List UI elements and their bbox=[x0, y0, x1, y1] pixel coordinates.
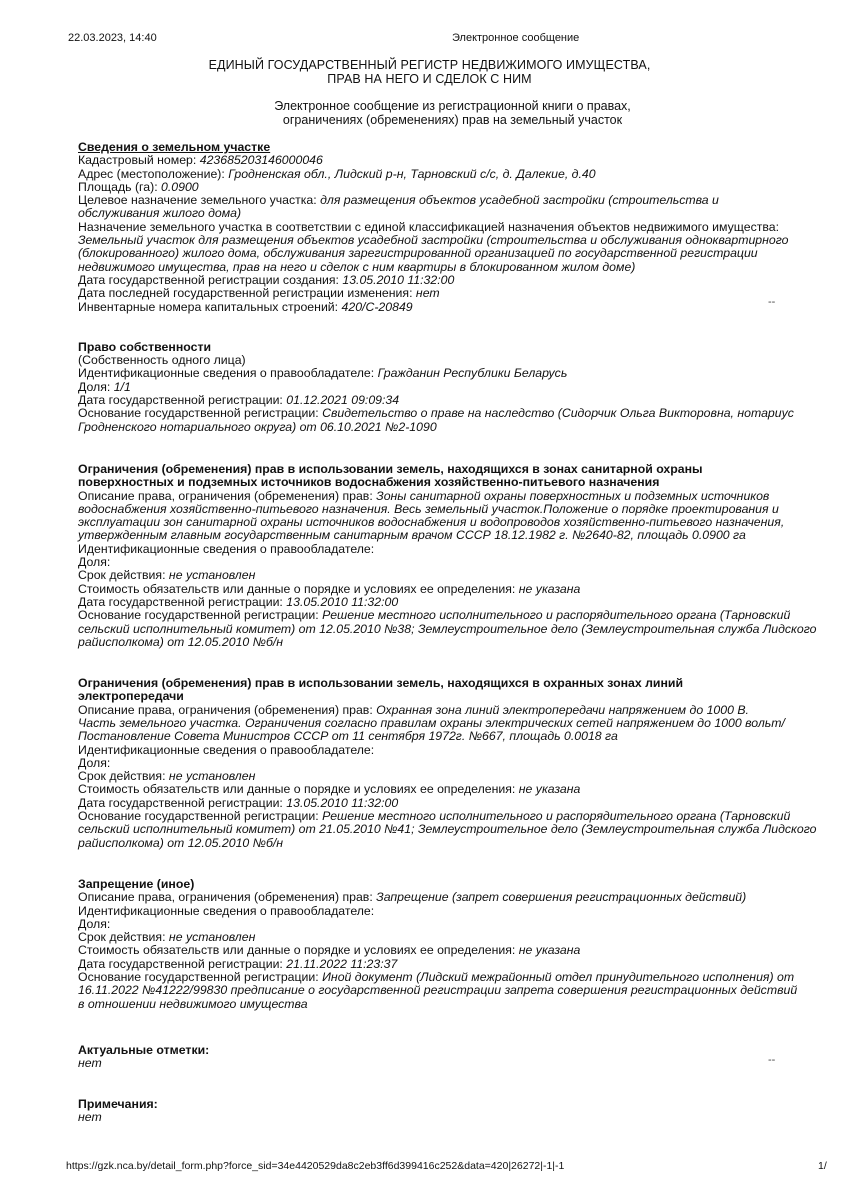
purpose-value: для размещения объектов усадебной застройки (строительства и bbox=[320, 193, 719, 208]
print-title: Электронное сообщение bbox=[452, 32, 580, 44]
field-label: Идентификационные сведения о правообладателе: bbox=[78, 366, 378, 381]
field-label: Описание права, ограничения (обременения) прав: bbox=[78, 890, 377, 905]
holder-label: Идентификационные сведения о правообладателе: bbox=[78, 541, 375, 556]
basis-value-cont: 16.11.2022 №41222/99830 предписание о государственной регистрации запрета совершения регистрационных действий bbox=[78, 983, 798, 998]
date-value: 13.05.2010 11:32:00 bbox=[286, 594, 399, 609]
field-label: Основание государственной регистрации: bbox=[78, 406, 323, 421]
purpose-row bbox=[78, 194, 830, 207]
date-value: 01.12.2021 09:09:34 bbox=[286, 393, 400, 408]
cost-value: не указана bbox=[518, 782, 581, 797]
document-title bbox=[0, 58, 859, 86]
date-row bbox=[78, 596, 830, 609]
field-label: Дата государственной регистрации: bbox=[78, 594, 287, 609]
desc-value: Запрещение (запрет совершения регистрационных действий) bbox=[376, 890, 747, 905]
notes-section bbox=[78, 1098, 830, 1125]
share-value: 1/1 bbox=[113, 379, 131, 394]
cost-value: не указана bbox=[518, 943, 581, 958]
notes-value: нет bbox=[78, 1109, 102, 1124]
share-row bbox=[78, 381, 830, 394]
desc-value: Охранная зона линий электропередачи напряжением до 1000 В. bbox=[376, 702, 749, 717]
desc-row bbox=[78, 891, 830, 904]
class-value-cont: (блокированного) жилого дома, обслуживания зарегистрированной организацией по государственной регистрации bbox=[78, 246, 758, 261]
share-label: Доля: bbox=[78, 916, 111, 931]
field-label: Стоимость обязательств или данные о порядке и условиях ее определения: bbox=[78, 943, 519, 958]
holder-row bbox=[78, 367, 830, 380]
created-value: 13.05.2010 11:32:00 bbox=[342, 272, 455, 287]
basis-row bbox=[78, 407, 830, 420]
class-label: Назначение земельного участка в соответствии с единой классификацией назначения объектов недвижимого имущества: bbox=[78, 219, 780, 234]
term-value: не установлен bbox=[168, 568, 256, 583]
area-value: 0.0900 bbox=[161, 179, 199, 194]
class-value-cont: недвижимого имущества, прав на него и сделок с ним квартиры в блокированном жилом доме) bbox=[78, 259, 636, 274]
document-subtitle-line: Электронное сообщение из регистрационной книги о правах, bbox=[274, 99, 631, 113]
desc-row bbox=[78, 490, 830, 503]
term-row bbox=[78, 770, 830, 783]
inventory-row bbox=[78, 301, 830, 314]
inventory-value: 420/С-20849 bbox=[341, 299, 413, 314]
field-label: Адрес (местоположение): bbox=[78, 166, 229, 181]
field-label: Срок действия: bbox=[78, 568, 169, 583]
basis-value: Решение местного исполнительного и распорядительного органа (Тарновский bbox=[322, 608, 791, 623]
document-title-line: ПРАВ НА НЕГО И СДЕЛОК С НИМ bbox=[327, 72, 532, 86]
notes-heading: Примечания: bbox=[78, 1096, 158, 1111]
restriction-sanitary-section bbox=[78, 463, 830, 649]
print-date: 22.03.2023, 14:40 bbox=[68, 32, 157, 44]
field-label: Дата государственной регистрации: bbox=[78, 393, 287, 408]
desc-value-cont: водоснабжения хозяйственно-питьевого назначения. Весь земельный участок.Положение о порядке проектирования и bbox=[78, 501, 779, 516]
field-label: Дата последней государственной регистрации изменения: bbox=[78, 286, 416, 301]
prohibition-heading: Запрещение (иное) bbox=[78, 876, 195, 891]
field-label: Срок действия: bbox=[78, 930, 169, 945]
term-value: не установлен bbox=[168, 769, 256, 784]
basis-value-cont: Гродненского нотариального округа) от 06.10.2021 №2-1090 bbox=[78, 419, 437, 434]
page-number: 1/ bbox=[818, 1160, 827, 1172]
basis-value: Иной документ (Лидский межрайонный отдел принудительного исполнения) от bbox=[322, 970, 795, 985]
term-value: не установлен bbox=[168, 930, 256, 945]
ownership-heading: Право собственности bbox=[78, 339, 212, 354]
date-value: 13.05.2010 11:32:00 bbox=[286, 795, 399, 810]
date-row bbox=[78, 958, 830, 971]
area-row bbox=[78, 181, 830, 194]
basis-value-cont: сельский исполнительный комитет) от 21.05.2010 №41; Землеустроительное дело (Землеустроительная служба Лидского bbox=[78, 822, 817, 837]
land-section bbox=[78, 141, 830, 314]
class-value: Земельный участок для размещения объектов усадебной застройки (строительства и обслуживания одноквартирного bbox=[78, 233, 789, 248]
field-label: Основание государственной регистрации: bbox=[78, 809, 323, 824]
created-row bbox=[78, 274, 830, 287]
ownership-section bbox=[78, 341, 830, 434]
document-title-line: ЕДИНЫЙ ГОСУДАРСТВЕННЫЙ РЕГИСТР НЕДВИЖИМОГО ИМУЩЕСТВА, bbox=[208, 58, 651, 72]
basis-row bbox=[78, 971, 830, 984]
date-value: 21.11.2022 11:23:37 bbox=[286, 956, 398, 971]
term-row bbox=[78, 931, 830, 944]
field-label: Основание государственной регистрации: bbox=[78, 970, 323, 985]
basis-row bbox=[78, 810, 830, 823]
field-label: Целевое назначение земельного участка: bbox=[78, 193, 321, 208]
land-heading: Сведения о земельном участке bbox=[78, 140, 271, 154]
dash-mark: -- bbox=[768, 296, 776, 308]
field-label: Инвентарные номера капитальных строений: bbox=[78, 299, 342, 314]
marks-section bbox=[78, 1044, 830, 1071]
dash-mark: -- bbox=[768, 1054, 776, 1066]
ownership-kind: (Собственность одного лица) bbox=[78, 353, 246, 368]
restriction-heading: Ограничения (обременения) прав в использовании земель, находящихся в охранных зонах линий bbox=[78, 676, 684, 691]
document-body bbox=[78, 141, 830, 1124]
cost-row bbox=[78, 583, 830, 596]
cost-row bbox=[78, 944, 830, 957]
footer-url[interactable]: https://gzk.nca.by/detail_form.php?force_sid=34e4420529da8c2eb3ff6d399416c252&data=420|26272|-1|-1 bbox=[66, 1160, 565, 1172]
basis-value-cont: райисполкома) от 12.05.2010 №б/н bbox=[78, 835, 284, 850]
field-label: Срок действия: bbox=[78, 769, 169, 784]
share-label: Доля: bbox=[78, 555, 111, 570]
basis-value: Решение местного исполнительного и распорядительного органа (Тарновский bbox=[322, 809, 791, 824]
basis-value: Свидетельство о праве на наследство (Сидорчик Ольга Викторовна, нотариус bbox=[322, 406, 794, 421]
purpose-value-cont: обслуживания жилого дома) bbox=[78, 206, 242, 221]
restriction-heading: Ограничения (обременения) прав в использовании земель, находящихся в зонах санитарной охраны bbox=[78, 461, 703, 476]
field-label: Площадь (га): bbox=[78, 179, 162, 194]
date-row bbox=[78, 394, 830, 407]
field-label: Доля: bbox=[78, 379, 114, 394]
field-label: Описание права, ограничения (обременения) прав: bbox=[78, 488, 377, 503]
basis-value-cont: сельский исполнительный комитет) от 12.05.2010 №38; Землеустроительное дело (Землеустроительная служба Лидского bbox=[78, 621, 817, 636]
cost-row bbox=[78, 783, 830, 796]
document-subtitle bbox=[0, 99, 859, 127]
restriction-heading-cont: поверхностных и подземных источников водоснабжения хозяйственно-питьевого назначения bbox=[78, 475, 660, 490]
restriction-heading-cont: электропередачи bbox=[78, 689, 184, 704]
desc-row bbox=[78, 704, 830, 717]
desc-value-cont: Часть земельного участка. Ограничения согласно правилам охраны электрических сетей напряжением до 1000 вольт/ bbox=[78, 715, 785, 730]
basis-value-cont: в отношении недвижимого имущества bbox=[78, 996, 308, 1011]
basis-row bbox=[78, 609, 830, 622]
marks-value: нет bbox=[78, 1056, 102, 1071]
document-subtitle-line: ограничениях (обременениях) прав на земельный участок bbox=[282, 113, 623, 127]
changed-value: нет bbox=[415, 286, 440, 301]
field-label: Основание государственной регистрации: bbox=[78, 608, 323, 623]
desc-value-cont: Постановление Совета Министров СССР от 11 сентября 1972г. №667, площадь 0.0018 га bbox=[78, 729, 618, 744]
restriction-power-line-section bbox=[78, 677, 830, 850]
marks-heading: Актуальные отметки: bbox=[78, 1042, 210, 1057]
prohibition-section bbox=[78, 878, 830, 1011]
field-label: Дата государственной регистрации: bbox=[78, 795, 287, 810]
cadastral-row bbox=[78, 154, 830, 167]
cost-value: не указана bbox=[518, 581, 581, 596]
term-row bbox=[78, 569, 830, 582]
share-label: Доля: bbox=[78, 755, 111, 770]
holder-label: Идентификационные сведения о правообладателе: bbox=[78, 903, 375, 918]
address-row bbox=[78, 168, 830, 181]
address-value: Гродненская обл., Лидский р-н, Тарновский с/с, д. Далекие, д.40 bbox=[228, 166, 596, 181]
cadastral-value: 423685203146000046 bbox=[199, 153, 323, 168]
desc-value-cont: эксплуатации зон санитарной охраны источников водоснабжения и водопроводов хозяйственно-питьевого назначения, bbox=[78, 515, 785, 530]
field-label: Стоимость обязательств или данные о порядке и условиях ее определения: bbox=[78, 782, 519, 797]
desc-value: Зоны санитарной охраны поверхностных и подземных источников bbox=[376, 488, 770, 503]
desc-value-cont: утвержденным главным государственным санитарным врачом СССР 18.12.1982 г. №2640-82, площадь 0.0900 га bbox=[78, 528, 746, 543]
field-label: Дата государственной регистрации: bbox=[78, 956, 287, 971]
date-row bbox=[78, 797, 830, 810]
field-label: Кадастровый номер: bbox=[78, 153, 200, 168]
basis-value-cont: райисполкома) от 12.05.2010 №б/н bbox=[78, 634, 284, 649]
holder-label: Идентификационные сведения о правообладателе: bbox=[78, 742, 375, 757]
field-label: Описание права, ограничения (обременения) прав: bbox=[78, 702, 377, 717]
holder-value: Гражданин Республики Беларусь bbox=[377, 366, 568, 381]
changed-row bbox=[78, 287, 830, 300]
field-label: Стоимость обязательств или данные о порядке и условиях ее определения: bbox=[78, 581, 519, 596]
field-label: Дата государственной регистрации создания: bbox=[78, 272, 343, 287]
